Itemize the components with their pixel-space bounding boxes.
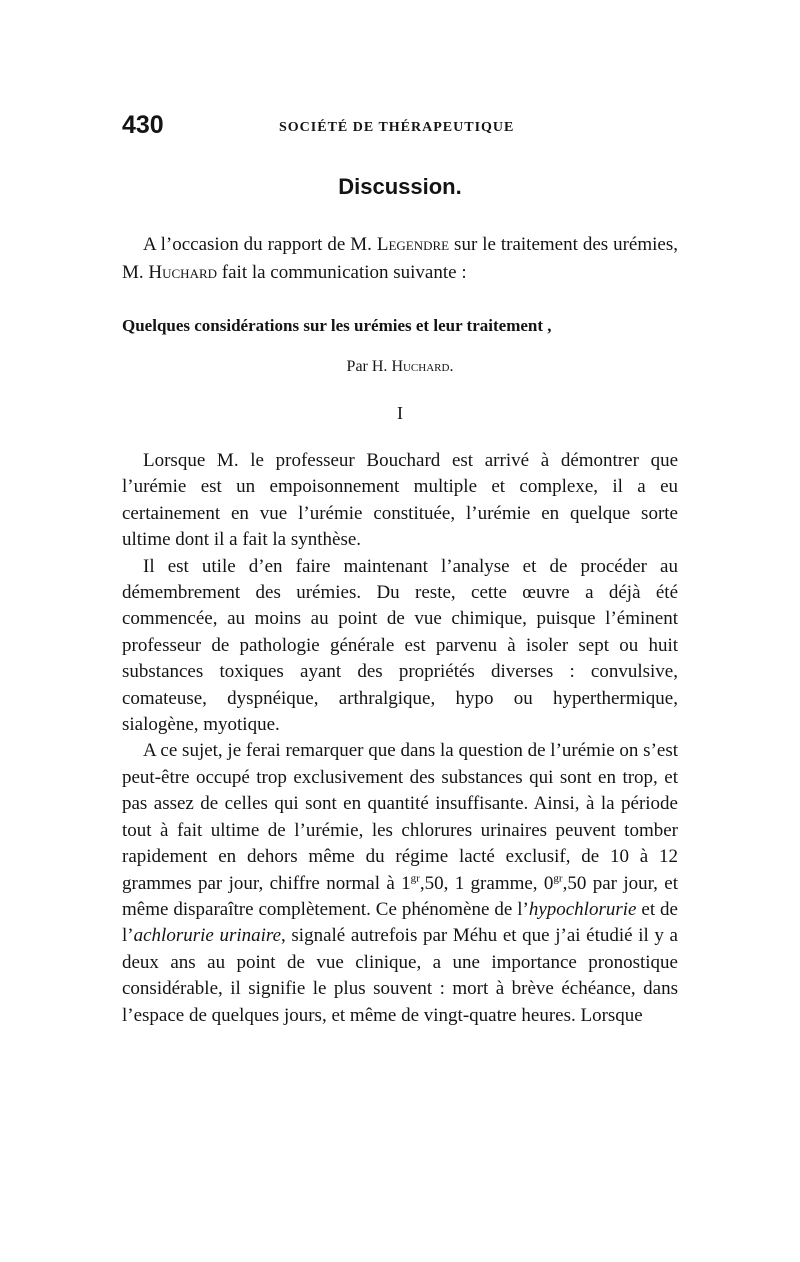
article-body xyxy=(122,448,678,1029)
paragraph-3-part-3: ,50 par jour, et même disparaître complètement. Ce phénomène de l’ xyxy=(122,872,678,920)
intro-text-1: A l’occasion du rapport de M. xyxy=(143,234,377,255)
section-numeral: I xyxy=(397,403,403,423)
byline-author: Huchard xyxy=(391,358,450,375)
byline-prefix: Par H. xyxy=(346,358,392,375)
page-number: 430 xyxy=(122,111,164,139)
gram-unit-1: gr xyxy=(410,872,420,885)
author-name-huchard: Huchard xyxy=(148,262,218,283)
article-title-mark: , xyxy=(547,316,552,335)
intro-text-2: sur le traitement des urémies, M. xyxy=(122,234,678,283)
paragraph-1: Lorsque M. le professeur Bouchard est arrivé à démontrer que l’urémie est un empoisonnement multiple et complexe, il a eu certainement en vue l’urémie constituée, l’urémie en quelque sorte ultime dont il a fait la synthèse. xyxy=(122,450,678,551)
paragraph-2: Il est utile d’en faire maintenant l’analyse et de procéder au démembrement des urémies. Du reste, cette œuvre a déjà été commencée, au moins au point de vue chimique, puisque l’éminent professeur de pathologie générale est parvenu à isoler sept ou huit substances toxiques ayant des propriétés diverses : convulsive, comateuse, dyspnéique, arthralgique, hypo ou hyperthermique, sialogène, myotique. xyxy=(122,555,678,736)
gram-unit-2: gr xyxy=(553,872,563,885)
term-hypochlorurie: hypochlorurie xyxy=(528,898,637,920)
intro-paragraph xyxy=(122,231,678,287)
paragraph-3-part-4: et de l’ xyxy=(122,898,678,947)
intro-text-3: fait la communication suivante : xyxy=(217,262,467,283)
journal-title: SOCIÉTÉ DE THÉRAPEUTIQUE xyxy=(279,120,515,135)
paragraph-3-part-1: A ce sujet, je ferai remarquer que dans la question de l’urémie on s’est peut-être occupé trop exclusivement des substances qui sont en trop, et pas assez de celles qui sont en quantité insuffisante. Ainsi, à la période tout à fait ultime de l’urémie, les chlorures urinaires peuvent tomber rapidement en dehors même du régime lacté exclusif, de 10 à 12 grammes par jour, chiffre normal à 1 xyxy=(122,740,678,894)
byline xyxy=(0,354,800,380)
term-achlorurie-urinaire: achlorurie urinaire xyxy=(133,925,282,947)
section-title: Discussion. xyxy=(338,174,462,199)
author-name-legendre: Legendre xyxy=(376,234,450,255)
byline-suffix: . xyxy=(449,358,454,375)
paragraph-3 xyxy=(122,738,678,1028)
article-title xyxy=(122,313,692,339)
paragraph-3-part-5: , signalé autrefois par Méhu et que j’ai étudié il y a deux ans au point de vue clinique, a une importance pronostique considérable, il signifie le plus souvent : mort à brève échéance, dans l’espace de quelques jours, et même de vingt-quatre heures. Lorsque xyxy=(122,925,678,1026)
paragraph-3-part-2: ,50, 1 gramme, 0 xyxy=(419,872,554,894)
article-title-text: Quelques considérations sur les urémies et leur traitement xyxy=(122,316,544,335)
running-head xyxy=(122,110,678,140)
